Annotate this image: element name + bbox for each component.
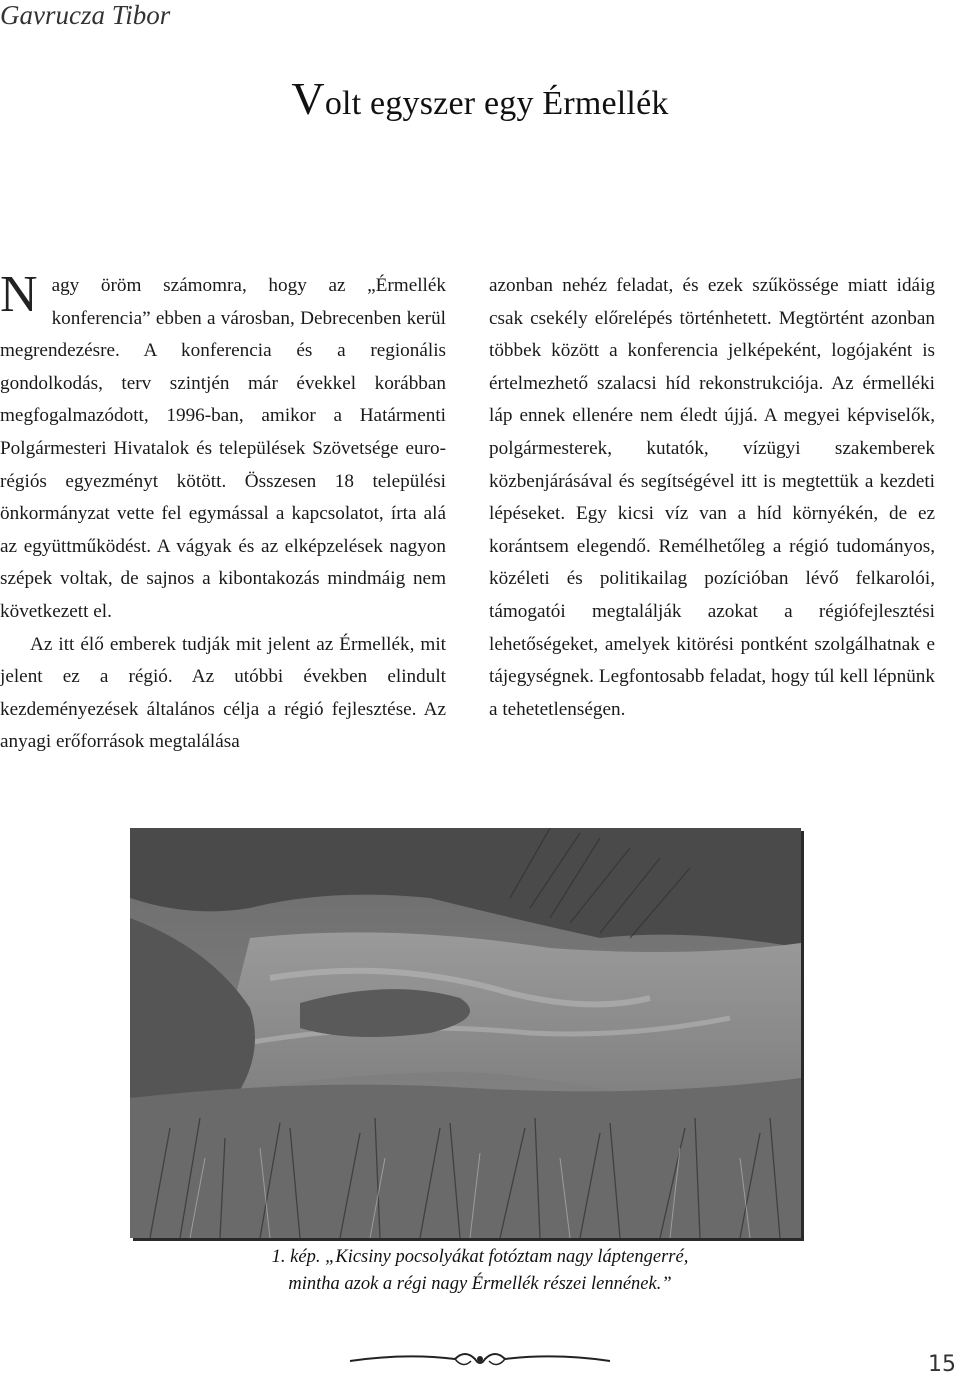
marsh-photo	[130, 828, 801, 1238]
caption-line-2: mintha azok a régi nagy Érmellék részei lennének.”	[288, 1274, 672, 1294]
article-title	[0, 72, 960, 125]
title-rest: olt egyszer egy Érmellék	[324, 85, 669, 122]
drop-cap: N	[0, 266, 38, 323]
decorative-ornament-icon	[345, 1345, 615, 1378]
paragraph-intro-text: agy öröm számomra, hogy az „Érmellék konferencia” ebben a városban, Debrecenben kerül megrendezésre. A konferencia és a regionális gondolkodás, terv szintjén már évekkel korábban megfogalmazódott, 1996-ban, amikor a Határmenti Polgármesteri Hivatalok és települések Szövetsége euro-régiós egyezményt kötött. Összesen 18 települési önkormányzat vette fel egymással a kapcsolatot, írta alá az együttműködést. A vágyak és az elképzelések nagyon szépek voltak, de sajnos a kibontakozás mindmáig nem következett el.	[0, 275, 446, 622]
left-column	[0, 266, 446, 759]
page-number: 15	[928, 1352, 956, 1377]
title-initial: V	[291, 73, 325, 124]
photo-caption	[0, 1244, 960, 1298]
paragraph-region: Az itt élő emberek tudják mit jelent az Érmellék, mit jelent ez a régió. Az utóbbi években elindult kezdeményezések általános célja a régió fejlesztése. Az anyagi erőforrások megtalálása	[0, 633, 446, 753]
paragraph-continuation: azonban nehéz feladat, és ezek szűkössége miatt idáig csak csekély előrelépés történhetett. Megtörtént azonban többek között a konferencia jelképeként, logójaként is értelmezhető szalacsi híd rekonstrukciója. Az érmelléki láp ennek ellenére nem éledt újjá. A megyei képviselők, polgármesterek, kutatók, vízügyi szakemberek közbenjárásával és segítségével itt is megtettük a kezdeti lépéseket. Egy kicsi víz van a híd környékén, de ez korántsem elegendő. Remélhetőleg a régió tudományos, közéleti és politikailag pozícióban lévő felkarolói, támogatói megtalálják azokat a régiófejlesztési lehetőségeket, amelyek kitörési pontként szolgálhatnak e tájegységnek. Legfontosabb feladat, hogy túl kell lépnünk a tehetetlenségen.	[489, 275, 935, 720]
author-name: Gavrucza Tibor	[0, 0, 171, 30]
right-column	[489, 270, 935, 726]
caption-line-1: 1. kép. „Kicsiny pocsolyákat fotóztam nagy láptengerré,	[271, 1247, 689, 1267]
paragraph-intro	[0, 266, 446, 629]
